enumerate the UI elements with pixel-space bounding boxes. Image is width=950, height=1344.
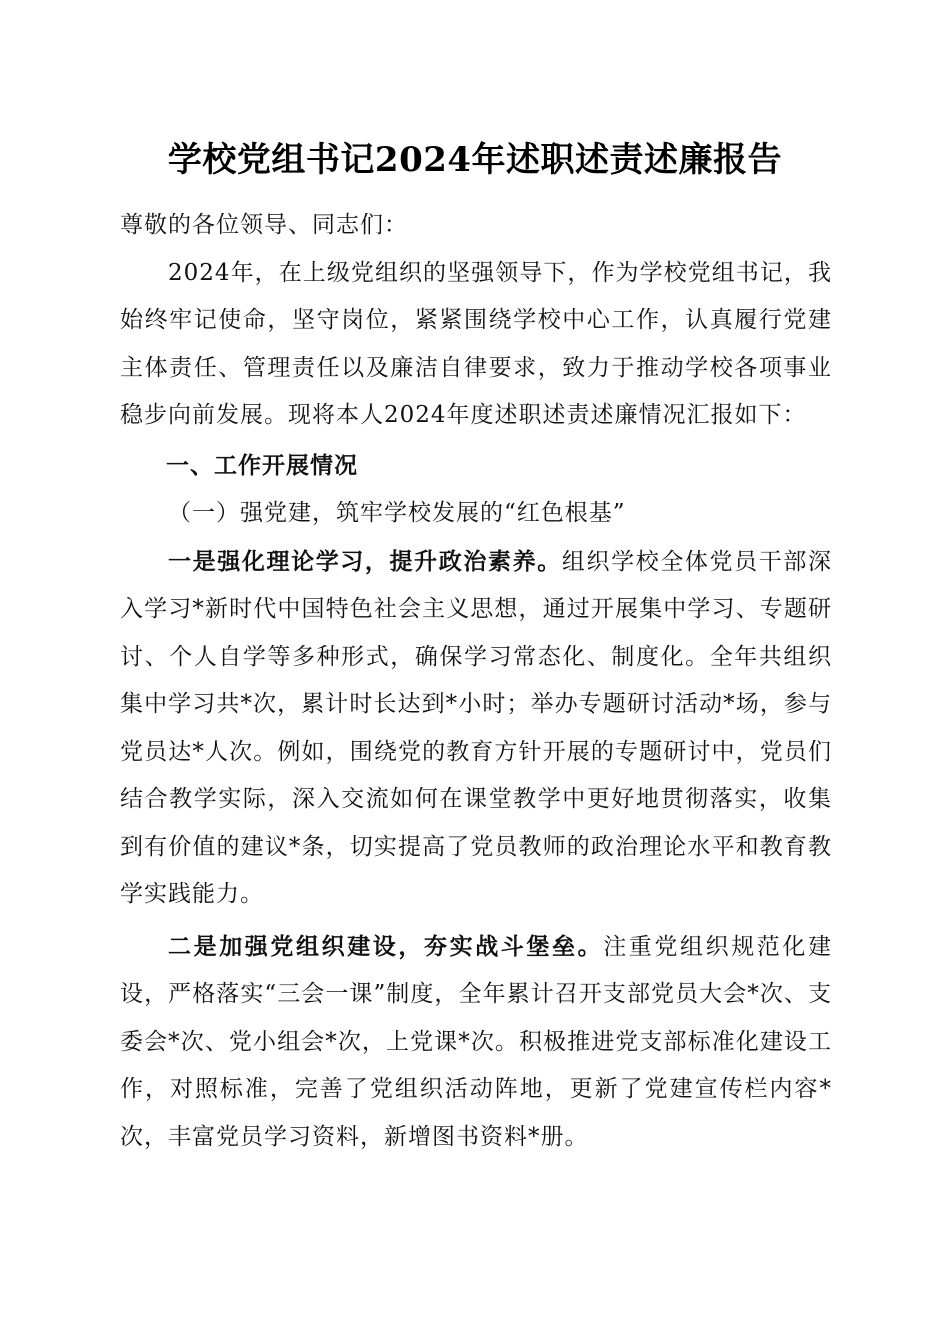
document-title: 学校党组书记2024年述职述责述廉报告 [167,140,783,180]
document-body [120,202,832,1161]
paragraph-organization-building [120,923,832,1162]
paragraph-lead: 二是加强党组织建设，夯实战斗堡垒。 [168,932,604,960]
paragraph-body: 注重党组织规范化建设，严格落实“三会一课”制度，全年累计召开支部党员大会*次、支委会*次、党小组会*次，上党课*次。积极推进党支部标准化建设工作，对照标准，完善了党组织活动阵地，更新了党建宣传栏内容*次，丰富党员学习资料，新增图书资料*册。 [120,933,833,1150]
salutation: 尊敬的各位领导、同志们： [120,212,408,238]
paragraph-theory-study [120,538,832,919]
intro-paragraph: 2024年，在上级党组织的坚强领导下，作为学校党组书记，我始终牢记使命，坚守岗位，紧紧围绕学校中心工作，认真履行党建主体责任、管理责任以及廉洁自律要求，致力于推动学校各项事业稳步向前发展。现将本人2024年度述职述责述廉情况汇报如下： [120,259,832,428]
paragraph-lead: 一是强化理论学习，提升政治素养。 [168,547,562,575]
subsection-heading-party-building: （一）强党建，筑牢学校发展的“红色根基” [168,500,626,526]
section-heading-work: 一、工作开展情况 [166,452,358,479]
paragraph-body: 组织学校全体党员干部深入学习*新时代中国特色社会主义思想，通过开展集中学习、专题研讨、个人自学等多种形式，确保学习常态化、制度化。全年共组织集中学习共*次，累计时长达到*小时；举办专题研讨活动*场，参与党员达*人次。例如，围绕党的教育方针开展的专题研讨中，党员们结合教学实际，深入交流如何在课堂教学中更好地贯彻落实，收集到有价值的建议*条，切实提高了党员教师的政治理论水平和教育教学实践能力。 [120,548,833,907]
